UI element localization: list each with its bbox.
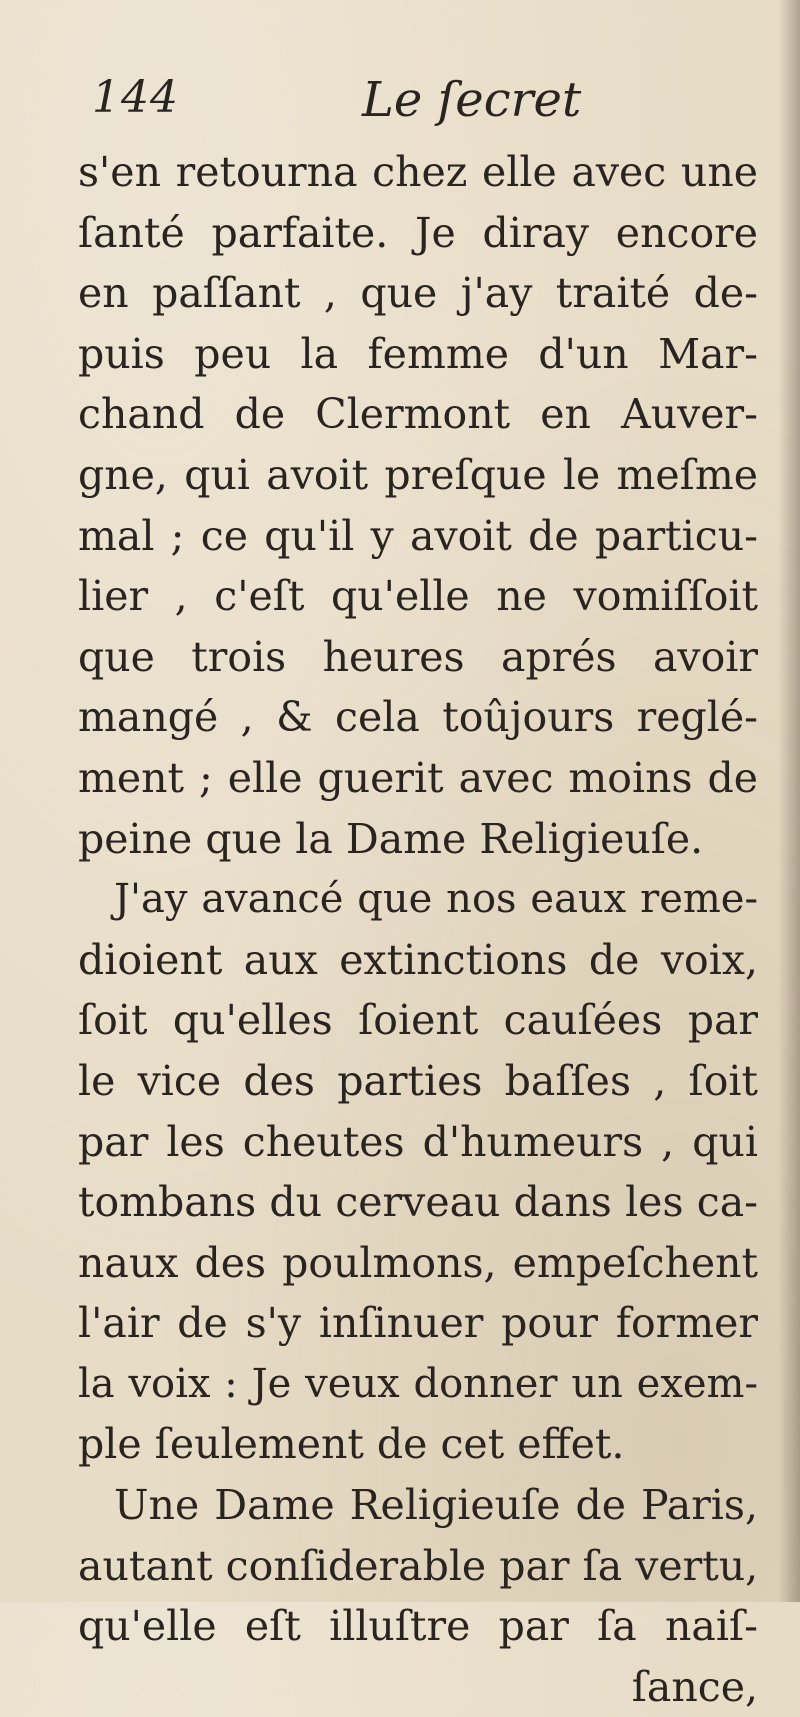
catchword: ſance, <box>631 1662 758 1711</box>
text-line: tombans du cerveau dans les ca- <box>78 1178 758 1227</box>
text-line: en paſſant , que j'ay traité de- <box>78 269 758 318</box>
text-line: lier , c'eſt qu'elle ne vomiſſoit <box>78 572 758 621</box>
page-gutter-shadow <box>778 0 800 1602</box>
body-text <box>78 142 758 1717</box>
text-line: l'air de s'y inſinuer pour former <box>78 1299 758 1348</box>
text-line: autant conſiderable par ſa vertu, <box>78 1541 759 1590</box>
paragraph-end-line: peine que la Dame Religieuſe. <box>78 814 704 863</box>
text-line: le vice des parties baſſes , ſoit <box>78 1056 758 1105</box>
text-line: mal ; ce qu'il y avoit de particu- <box>78 511 758 560</box>
text-line: puis peu la femme d'un Mar- <box>78 329 758 378</box>
text-line: chand de Clermont en Auver- <box>78 390 758 439</box>
text-line: ſanté parfaite. Je diray encore <box>78 208 758 257</box>
text-line: ſoit qu'elles ſoient cauſées par <box>78 996 758 1045</box>
text-line: dioient aux extinctions de voix, <box>78 935 758 984</box>
text-line: gne, qui avoit preſque le meſme <box>78 450 758 499</box>
text-line: ment ; elle guerit avec moins de <box>78 753 758 802</box>
text-line: qu'elle eſt illuſtre par ſa naiſ- <box>78 1602 758 1651</box>
text-line: la voix : Je veux donner un exem- <box>78 1360 758 1407</box>
text-line: par les cheutes d'humeurs , qui <box>78 1117 758 1166</box>
paragraph-start-line: J'ay avancé que nos eaux reme- <box>114 876 758 923</box>
text-line: s'en retourna chez elle avec une <box>78 148 758 196</box>
page-number: 144 <box>92 72 179 123</box>
text-line: naux des poulmons, empeſchent <box>78 1238 758 1287</box>
text-line: mangé , & cela toûjours reglé- <box>78 693 758 742</box>
running-head: Le ſecret <box>362 72 582 128</box>
paragraph-end-line: ple ſeulement de cet effet. <box>78 1420 625 1469</box>
text-line: que trois heures aprés avoir <box>78 632 758 681</box>
page-header <box>92 72 722 142</box>
paragraph-start-line: Une Dame Religieuſe de Paris, <box>114 1481 758 1530</box>
